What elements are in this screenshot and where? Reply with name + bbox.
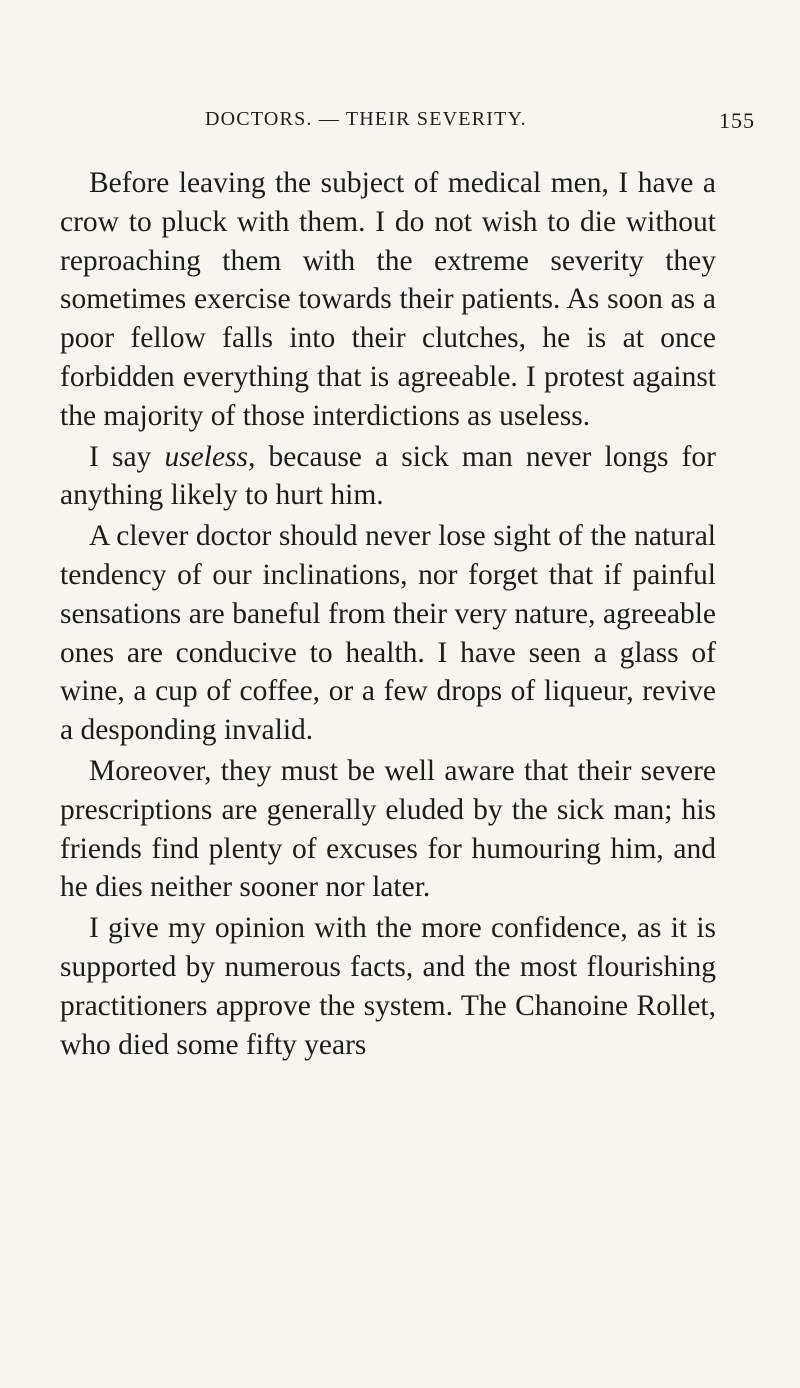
- body-text: [60, 164, 716, 1064]
- paragraph-4: Moreover, they must be well aware that their severe prescriptions are generally eluded by the sick man; his friends find plenty of excuses for humouring him, and he dies neither sooner nor later.: [60, 754, 716, 904]
- paragraph-2-emphasis: useless,: [164, 440, 256, 473]
- paragraph-3: A clever doctor should never lose sight of the natural tendency of our inclinations, nor forget that if painful sensations are baneful from their very nature, agreeable ones are conducive to health. I have seen a glass of wine, a cup of coffee, or a few drops of liqueur, revive a desponding invalid.: [60, 520, 716, 747]
- paragraph-1: Before leaving the subject of medical men, I have a crow to pluck with them. I do not wish to die without reproaching them with the extreme severity they sometimes exercise towards their patients. As soon as a poor fellow falls into their clutches, he is at once forbidden everything that is agreeable. I protest against the majority of those interdictions as useless.: [60, 167, 716, 432]
- paragraph-2: [60, 438, 716, 516]
- page-number: 155: [719, 108, 755, 133]
- paragraph-5: I give my opinion with the more confidence, as it is supported by numerous facts, and the most flourishing practitioners approve the system. The Chanoine Rollet, who died some fifty years: [60, 912, 716, 1061]
- paragraph-2-rest: because a sick man never longs for anything likely to hurt him.: [60, 440, 716, 512]
- paragraph-2-lead: I say: [89, 440, 165, 473]
- running-head: DOCTORS. — THEIR SEVERITY.: [205, 108, 527, 130]
